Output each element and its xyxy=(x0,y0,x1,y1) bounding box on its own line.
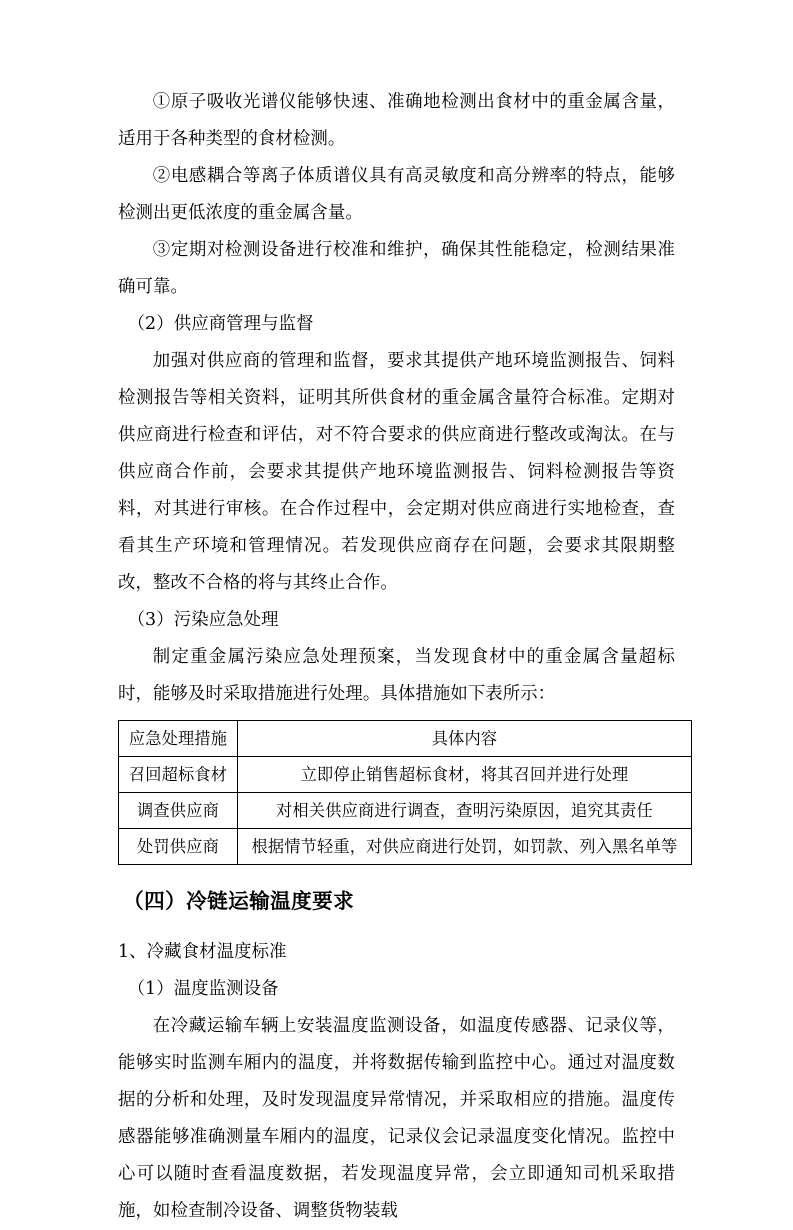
table-cell-measure: 处罚供应商 xyxy=(119,829,238,865)
table-header-detail: 具体内容 xyxy=(238,721,692,757)
page-content xyxy=(118,84,678,1230)
table-row xyxy=(119,757,692,793)
table-row xyxy=(119,829,692,865)
spacer-after-heading xyxy=(118,923,675,934)
spacer-before-table xyxy=(118,713,675,720)
table-cell-measure: 召回超标食材 xyxy=(119,757,238,793)
emergency-measures-table xyxy=(118,720,692,865)
spacer-before-heading xyxy=(118,865,675,879)
paragraph-supplier-management: 加强对供应商的管理和监督，要求其提供产地环境监测报告、饲料检测报告等相关资料，证明其所供食材的重金属含量符合标准。定期对供应商进行检查和评估，对不符合要求的供应商进行整改或淘汰。在与供应商合作前，会要求其提供产地环境监测报告、饲料检测报告等资料，对其进行审核。在合作过程中，会定期对供应商进行实地检查，查看其生产环境和管理情况。若发现供应商存在问题，会要求其限期整改，整改不合格的将与其终止合作。 xyxy=(118,351,675,593)
paragraph-detection-method-1: ①原子吸收光谱仪能够快速、准确地检测出食材中的重金属含量，适用于各种类型的食材检测。 xyxy=(118,92,675,149)
table-header-measure: 应急处理措施 xyxy=(119,721,238,757)
numbered-heading-refrigerated-standard: 1、冷藏食材温度标准 xyxy=(118,942,287,962)
table-cell-detail: 立即停止销售超标食材，将其召回并进行处理 xyxy=(238,757,692,793)
paragraph-detection-method-2: ②电感耦合等离子体质谱仪具有高灵敏度和高分辨率的特点，能够检测出更低浓度的重金属含量。 xyxy=(118,166,675,223)
subheading-supplier-management: （2）供应商管理与监督 xyxy=(127,314,314,334)
table-row xyxy=(119,793,692,829)
paragraph-detection-method-3: ③定期对检测设备进行校准和维护，确保其性能稳定，检测结果准确可靠。 xyxy=(118,240,675,297)
table-header-row xyxy=(119,721,692,757)
table-cell-detail: 根据情节轻重，对供应商进行处罚，如罚款、列入黑名单等 xyxy=(238,829,692,865)
section-heading-cold-chain: （四）冷链运输温度要求 xyxy=(123,889,355,913)
subheading-temperature-monitoring-equipment: （1）温度监测设备 xyxy=(127,979,279,999)
paragraph-pollution-emergency: 制定重金属污染应急处理预案，当发现食材中的重金属含量超标时，能够及时采取措施进行处理。具体措施如下表所示： xyxy=(118,647,675,704)
paragraph-temperature-monitoring: 在冷藏运输车辆上安装温度监测设备，如温度传感器、记录仪等，能够实时监测车厢内的温度，并将数据传输到监控中心。通过对温度数据的分析和处理，及时发现温度异常情况，并采取相应的措施。温度传感器能够准确测量车厢内的温度，记录仪会记录温度变化情况。监控中心可以随时查看温度数据，若发现温度异常，会立即通知司机采取措施，如检查制冷设备、调整货物装载 xyxy=(118,1016,675,1221)
subheading-pollution-emergency: （3）污染应急处理 xyxy=(127,610,279,630)
table-cell-measure: 调查供应商 xyxy=(119,793,238,829)
table-cell-detail: 对相关供应商进行调查，查明污染原因，追究其责任 xyxy=(238,793,692,829)
